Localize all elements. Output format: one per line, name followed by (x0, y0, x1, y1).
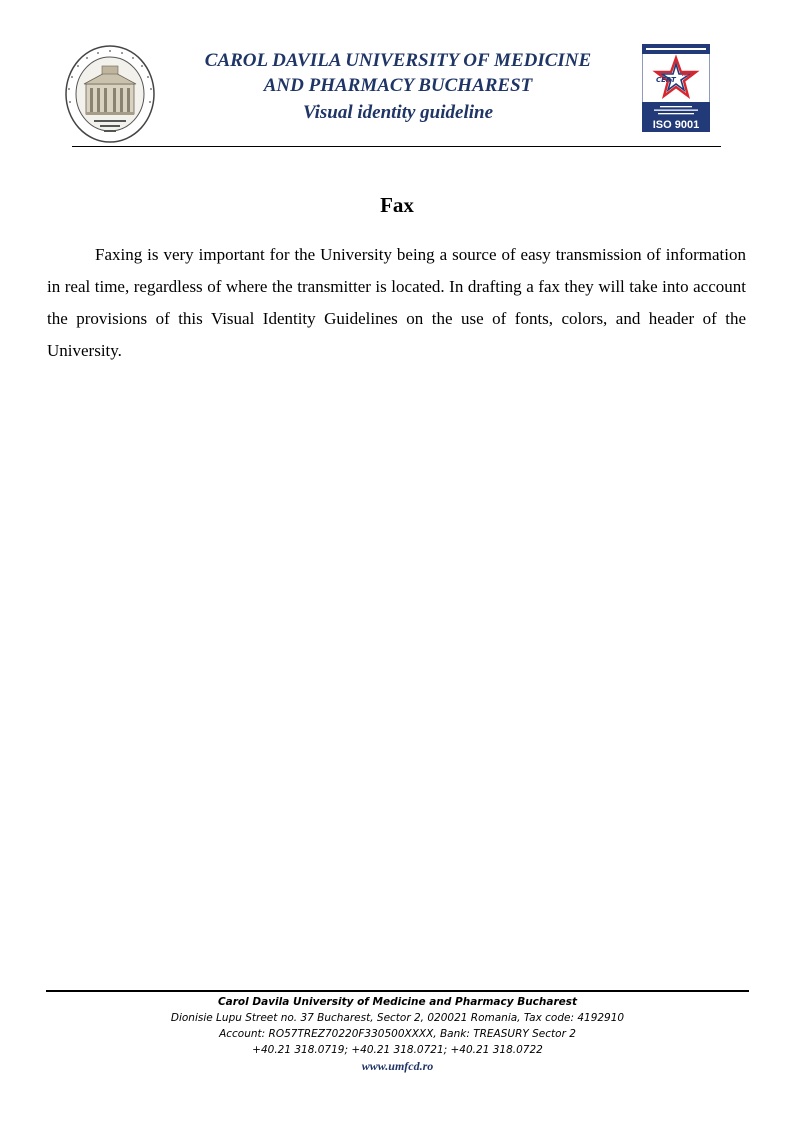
university-name (160, 48, 636, 98)
footer-org-name: Carol Davila University of Medicine and Pharmacy Bucharest (217, 996, 578, 1008)
section-title: Fax (380, 193, 414, 217)
body-paragraph: Faxing is very important for the University being a source of easy transmission of information in real time, regardless of where the transmitter is located. In drafting a fax they will take into account the provisions of this Visual Identity Guidelines on the use of fonts, colors, and header of the University. (47, 245, 746, 360)
university-name-line-2: AND PHARMACY BUCHAREST (263, 75, 533, 96)
footer-phones: +40.21 318.0719; +40.21 318.0721; +40.21 318.0722 (252, 1044, 543, 1056)
svg-text:ISO 9001: ISO 9001 (652, 119, 700, 131)
footer-account: Account: RO57TREZ70220F330500XXXX, Bank: TREASURY Sector 2 (219, 1028, 576, 1040)
svg-text:IND: IND (682, 71, 695, 78)
iso-certification-logo (642, 44, 710, 132)
svg-text:CERT: CERT (656, 76, 676, 84)
university-seal-logo (64, 44, 156, 144)
footer (46, 994, 749, 1074)
footer-address: Dionisie Lupu Street no. 37 Bucharest, Sector 2, 020021 Romania, Tax code: 4192910 (170, 1012, 625, 1024)
footer-divider (46, 990, 749, 992)
guideline-subtitle: Visual identity guideline (302, 102, 494, 123)
header-divider (72, 146, 721, 147)
footer-website-link[interactable]: www.umfcd.ro (361, 1059, 434, 1073)
university-name-line-1: CAROL DAVILA UNIVERSITY OF MEDICINE (204, 50, 592, 71)
